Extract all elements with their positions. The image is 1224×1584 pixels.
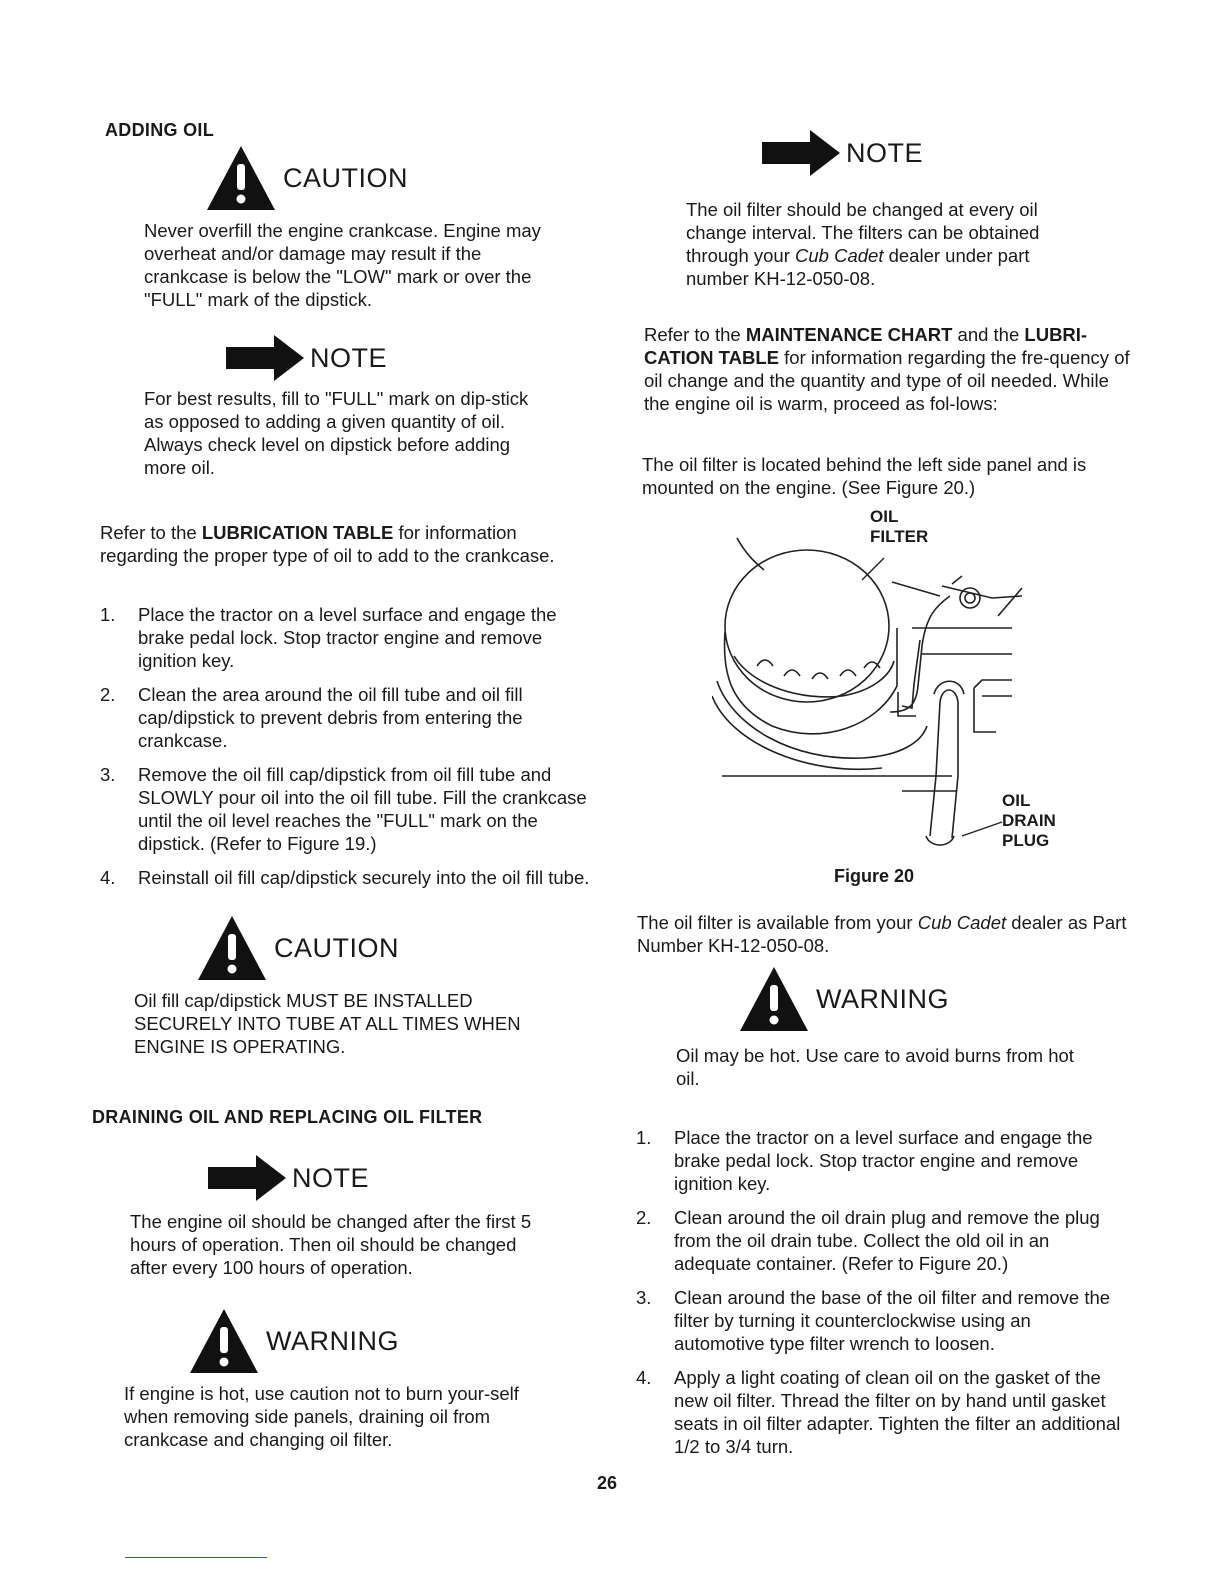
note-header	[208, 1155, 369, 1201]
maintenance-refer-paragraph	[644, 323, 1134, 415]
step-text: Clean around the oil drain plug and remove the plug from the oil drain tube. Collect the old oil in an adequate container. (Refer to Figure 20.)	[674, 1207, 1100, 1274]
step-number: 2.	[636, 1207, 652, 1228]
caution-text: Oil fill cap/dipstick MUST BE INSTALLED SECURELY INTO TUBE AT ALL TIMES WHEN ENGINE IS OPERATING.	[134, 990, 521, 1057]
step-number: 1.	[636, 1127, 652, 1148]
step-number: 3.	[636, 1287, 652, 1308]
list-item	[100, 683, 590, 752]
warning-text: If engine is hot, use caution not to burn your-self when removing side panels, draining oil from crankcase and changing oil filter.	[124, 1383, 519, 1450]
filter-leader-line	[862, 558, 884, 580]
caution-title: CAUTION	[274, 932, 399, 963]
step-text: Clean the area around the oil fill tube and oil fill cap/dipstick to prevent debris from entering the crankcase.	[138, 684, 523, 751]
adding-oil-steps	[100, 603, 590, 900]
warning-header	[738, 963, 949, 1035]
filter-location-paragraph: The oil filter is located behind the left side panel and is mounted on the engine. (See Figure 20.)	[642, 454, 1087, 498]
warning-text: Oil may be hot. Use care to avoid burns from hot oil.	[676, 1045, 1074, 1089]
note-arrow-icon	[762, 130, 840, 176]
bottom-divider	[125, 1557, 267, 1558]
availability-text-post: dealer as Part Number KH-12-050-08.	[637, 912, 1127, 956]
caution-text: Never overfill the engine crankcase. Engine may overheat and/or damage may result if the crankcase is below the "LOW" mark or over the "FULL" mark of the dipstick.	[144, 220, 541, 310]
warning-header	[188, 1305, 399, 1377]
figure-caption: Figure 20	[834, 866, 915, 886]
caution-triangle-icon	[205, 142, 277, 214]
list-item	[636, 1126, 1126, 1195]
step-number: 3.	[100, 764, 116, 785]
caution-title: CAUTION	[283, 162, 408, 193]
label-line: OIL	[870, 507, 899, 526]
step-number: 4.	[636, 1367, 652, 1388]
refer-text: for information regarding the fre-quency of oil change and the quantity and type of oil needed. While the engine oil is warm, proceed as fol-lows:	[644, 347, 1130, 414]
list-item	[100, 603, 590, 672]
adding-oil-heading: ADDING OIL	[105, 120, 214, 140]
label-line: DRAIN	[1002, 811, 1056, 830]
brand-name: Cub Cadet	[917, 912, 1007, 933]
step-text: Place the tractor on a level surface and engage the brake pedal lock. Stop tractor engine and remove ignition key.	[674, 1127, 1093, 1194]
refer-text-post: for information regarding the proper type of oil to add to the crankcase.	[100, 522, 555, 566]
step-text: Remove the oil fill cap/dipstick from oil fill tube and SLOWLY pour oil into the oil fill tube. Fill the crankcase until the oil level reaches the "FULL" mark on the dipstick. (Refer to Figure 19.)	[138, 764, 587, 854]
lubrication-refer-paragraph	[100, 521, 590, 567]
page-number: 26	[597, 1473, 618, 1493]
caution-triangle-icon	[196, 912, 268, 984]
filter-availability-paragraph	[637, 911, 1129, 957]
note-arrow-icon	[226, 335, 304, 381]
note-text: For best results, fill to "FULL" mark on dip-stick as opposed to adding a given quantity of oil. Always check level on dipstick before adding more oil.	[144, 388, 529, 478]
list-item	[636, 1206, 1126, 1275]
draining-oil-heading: DRAINING OIL AND REPLACING OIL FILTER	[92, 1107, 483, 1127]
label-line: PLUG	[1002, 831, 1050, 850]
caution-header	[205, 142, 408, 214]
oil-filter-diagram	[712, 536, 1042, 856]
refer-text: Refer to the	[644, 324, 746, 345]
note-header	[762, 130, 923, 176]
step-text: Clean around the base of the oil filter and remove the filter by turning it counterclockwise using an automotive type filter wrench to loosen.	[674, 1287, 1111, 1354]
refer-text-pre: Refer to the	[100, 522, 202, 543]
note-text: The engine oil should be changed after the first 5 hours of operation. Then oil should be changed after every 100 hours of operation.	[130, 1211, 532, 1278]
draining-oil-steps	[636, 1126, 1126, 1469]
warning-triangle-icon	[738, 963, 810, 1035]
drain-leader-line	[962, 822, 1002, 836]
step-number: 1.	[100, 604, 116, 625]
label-line: FILTER	[870, 527, 929, 546]
caution-header	[196, 912, 399, 984]
note-title: NOTE	[310, 342, 388, 373]
availability-text-pre: The oil filter is available from your	[637, 912, 918, 933]
list-item	[100, 763, 590, 855]
note-text-pre: The oil filter should be changed at every oil change interval. The filters can be obtained through your	[686, 199, 1040, 266]
brand-name: Cub Cadet	[795, 245, 884, 266]
list-item	[100, 866, 590, 889]
warning-triangle-icon	[188, 1305, 260, 1377]
note-text-post: dealer under part number KH-12-050-08.	[686, 245, 1030, 289]
lubrication-table-ref: LUBRICATION TABLE	[201, 522, 394, 543]
step-text: Place the tractor on a level surface and engage the brake pedal lock. Stop tractor engine and remove ignition key.	[138, 604, 557, 671]
note-text	[686, 198, 1096, 290]
warning-title: WARNING	[816, 983, 949, 1014]
lubrication-table-ref: LUBRI-CATION TABLE	[644, 324, 1088, 368]
step-text: Reinstall oil fill cap/dipstick securely into the oil fill tube.	[138, 867, 590, 888]
note-arrow-icon	[208, 1155, 286, 1201]
note-title: NOTE	[846, 137, 924, 168]
list-item	[636, 1366, 1126, 1458]
maintenance-chart-ref: MAINTENANCE CHART	[745, 324, 953, 345]
warning-title: WARNING	[266, 1325, 399, 1356]
note-header	[226, 335, 387, 381]
label-line: OIL	[1002, 791, 1031, 810]
step-number: 4.	[100, 867, 116, 888]
figure-label-oil-drain-plug	[1002, 791, 1056, 851]
step-number: 2.	[100, 684, 116, 705]
refer-text: and the	[952, 324, 1025, 345]
step-text: Apply a light coating of clean oil on the gasket of the new oil filter. Thread the filter on by hand until gasket seats in oil filter adapter. Tighten the filter an additional 1/2 to 3/4 turn.	[674, 1367, 1121, 1457]
note-title: NOTE	[292, 1162, 370, 1193]
list-item	[636, 1286, 1126, 1355]
